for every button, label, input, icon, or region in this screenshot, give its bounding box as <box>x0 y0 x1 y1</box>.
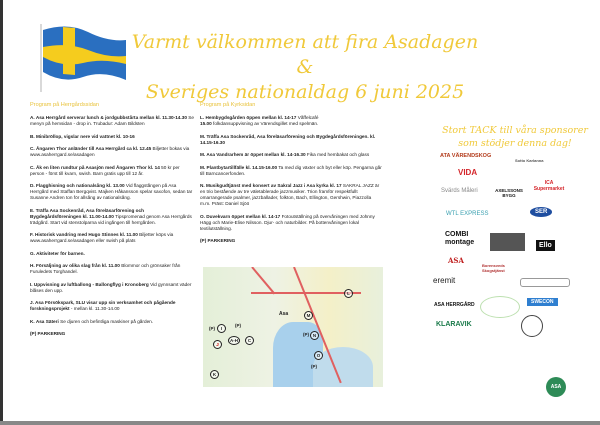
program-kyrksidan <box>200 102 382 244</box>
parking-label: (P) PARKERING <box>200 238 236 243</box>
map-marker: C <box>245 336 254 345</box>
entry-description: Vid flaggstången på Asa Herrgård med Staffan Bergqvist. Majken Håkansson spelar saxofon, sedan tar Susanne Andren ton för allsång av nationalsång. <box>30 183 193 200</box>
entry-title: G. Aktiviteter för barnen. <box>30 250 85 256</box>
entry-description: Tipspromenad genom Asa Herrgårds trädgård. Start vid stenstolparna vid ingången till herrgården. <box>30 213 192 225</box>
parking-marker: (P) <box>235 323 241 328</box>
sponsor-logo: ICA Supermarket <box>533 180 565 192</box>
sponsor-logo: SER <box>530 207 552 217</box>
area-map <box>203 267 383 387</box>
entry-title: M. Asa Vandrarhem är öppet mellan kl. 14-16.30 <box>200 152 306 157</box>
entry-title: C. Ångaren Thor anländer till Asa Herrgård ca kl. 12.45 <box>30 146 152 151</box>
program-entry <box>200 134 382 146</box>
program-entry <box>30 115 195 127</box>
entry-title: C. Åk en liten rundtur på Asasjön med Ångaren Thor kl. 14 <box>30 164 160 170</box>
program-entry <box>30 232 195 244</box>
scan-bottom-edge <box>0 421 600 425</box>
sponsor-logo: eremit <box>433 276 456 285</box>
map-marker: K <box>210 370 219 379</box>
entry-description: Ta med dig växter och byt eller köp. Pengarna går till Barncancerfonden. <box>200 164 382 176</box>
entry-description: Vid gynnsamt väder blåses den upp. <box>30 281 192 293</box>
entry-title: A. Asa Herrgård serverar lunch & jordgubbstårta mellan kl. 11.30-14.30 <box>30 115 187 120</box>
entry-title: O. Duvekvarn öppet mellan kl. 14-17 <box>200 213 281 219</box>
sponsor-logo-seal <box>521 315 543 337</box>
parking-marker: (P) <box>209 326 215 331</box>
program-entry <box>30 134 195 140</box>
program-entry <box>200 183 382 207</box>
entry-description: Biljetter bokas via www.asaherrgard.se/asadagen <box>30 146 190 157</box>
entry-description: Fika med hembakat och glass <box>306 152 370 157</box>
entry-description: Våffelcafé <box>297 115 319 120</box>
entry-description: Se menyn på hemsidan - drop in. Trubadur: Adam Bildsten <box>30 115 194 126</box>
program-entry <box>200 214 382 232</box>
parking-marker: (P) <box>311 364 317 369</box>
entry-description: SAKRAL JAZZ är en trio bestående av tre väletablerade jazzmusiker. Trion framför respektfullt omarrangerade psalmer, jazzballader, folkton, Bach, Ellington, Gershwin, Piazzolla m.m. Präst: Daniel Sjöö <box>200 183 380 206</box>
entry-title: D. Flagghisning och nationalsång kl. 13.00 <box>30 183 125 188</box>
program-entry <box>30 165 195 177</box>
sponsor-logo: Sotto Karlanna <box>515 158 544 163</box>
sponsor-logo: AXELSSONS BYGG <box>495 188 523 198</box>
parking-label: (P) PARKERING <box>30 331 66 336</box>
map-marker: I <box>217 324 226 333</box>
sponsor-logo: WTL EXPRESS <box>446 211 489 217</box>
sponsor-logo: COMBI montage <box>445 231 475 246</box>
entry-title: N. Musikgudtjänst med konsert av Sakral Jazz i Asa kyrka kl. 17 <box>200 183 342 188</box>
sponsor-logo: VIDA <box>458 168 478 177</box>
entry-title: E. Träffa Asa Sockenråd, Asa föreläsarförening och Bygdegårdsföreningen kl. 11.00-14.00 <box>30 207 145 219</box>
road <box>251 267 275 294</box>
sponsor-logo-outline <box>520 278 570 287</box>
program-entry <box>200 165 382 177</box>
scan-edge <box>0 0 3 425</box>
entry-description: Biljetter köps via www.asaherrgard.se/asadagen eller swish på plats <box>30 232 174 243</box>
program-entry <box>30 319 195 325</box>
program-entry <box>30 146 195 158</box>
entry-title: J. Asa Försökspark, SLU visar upp sin verksamhet och pågående forskningsprojekt <box>30 300 176 311</box>
map-marker: L <box>344 289 353 298</box>
entry-title: I. Uppvisning av luftballong - Ballongflyg i Kronoberg <box>30 281 149 287</box>
sponsor-logo-dark <box>490 233 525 251</box>
asa-tree-logo: ASA <box>546 377 566 397</box>
program-entry <box>30 208 195 226</box>
sponsor-logo: Borensveds Skogstjänst <box>482 263 505 273</box>
entry-title: M. Plantbytartillfälle kl. 14.15-16.00 <box>200 164 278 170</box>
sponsor-logo: SWECON <box>527 298 558 306</box>
sponsor-logo: ATA VÄRENDSKOG <box>440 153 492 159</box>
sponsor-logo: ASA <box>448 256 464 265</box>
entry-title: H. Försäljning av olika slag från kl. 11.00 <box>30 263 120 268</box>
program-herrgard <box>30 102 195 337</box>
program-entry <box>30 183 195 201</box>
entry-title: F. Historisk vandring med Hugo Stinnes kl. 11.00 <box>30 232 138 237</box>
sponsor-logo: Svärds Måleri <box>441 188 478 194</box>
entry-description: Se djuren och befintliga maskiner på gården. <box>60 318 154 324</box>
entry-description: Fotoutställning på övervåningen med Johnny Hägg och Marie-Elise Nilsson. Djur- och naturbilder. På bottenvåningen lokal textilutställning. <box>200 213 375 231</box>
program-entry <box>30 251 195 257</box>
sponsor-logo: ASA HERRGÅRD <box>434 302 475 308</box>
program-entry <box>30 263 195 275</box>
section-heading: Program på Kyrksidan <box>200 102 256 108</box>
entry-title: M. Träffa Asa Sockenråd, Asa föreläsarförening och Bygdegårdsföreningen. kl. 14.15-16.30 <box>200 133 376 145</box>
entry-title: B. Minibröllop, vigslar nere vid vattnet kl. 10-16 <box>30 133 135 139</box>
program-entry <box>30 300 195 312</box>
entry-time: 15.00 <box>200 121 212 126</box>
entry-description: 50 kr per person - först till kvarn, swish. Barn gratis upp till 12 år. <box>30 164 180 176</box>
entry-description: Blommor och grönsaker från Furuledets Torghandel. <box>30 263 181 274</box>
parking-marker: (P) <box>303 332 309 337</box>
program-entry <box>200 152 382 158</box>
title-line-1: Varmt välkommen att fira Asadagen & <box>131 31 479 78</box>
map-marker: O <box>314 351 323 360</box>
sponsor-thanks: Stort TACK till våra sponsorer som stödjer denna dag! <box>442 125 588 149</box>
program-entry <box>30 282 195 294</box>
entry-description: folkdansuppvisning av Värendsgillet med spelmän. <box>213 121 319 126</box>
entry-title: L. Hembygdsgården öppen mellan kl. 14-17 <box>200 115 297 120</box>
section-heading: Program på Herrgårdssidan <box>30 102 100 108</box>
entry-description: - mellan kl. 11.30-14.00 <box>70 306 120 311</box>
map-place-label: Asa <box>279 311 289 317</box>
title-line-2: Sveriges nationaldag 6 juni 2025 <box>145 81 465 103</box>
swedish-flag-icon <box>38 22 128 92</box>
sponsor-logo-oval <box>480 296 520 318</box>
entry-title: K. Asa Säteri <box>30 318 59 324</box>
sponsor-logo: KLARAVIK <box>436 321 472 328</box>
map-marker: J <box>213 340 222 349</box>
sponsor-logo: Ello <box>536 240 555 251</box>
map-marker: A-H <box>230 338 238 343</box>
map-marker: M <box>304 311 313 320</box>
program-entry <box>200 115 382 127</box>
page-title <box>125 30 485 105</box>
map-marker: N <box>310 331 319 340</box>
